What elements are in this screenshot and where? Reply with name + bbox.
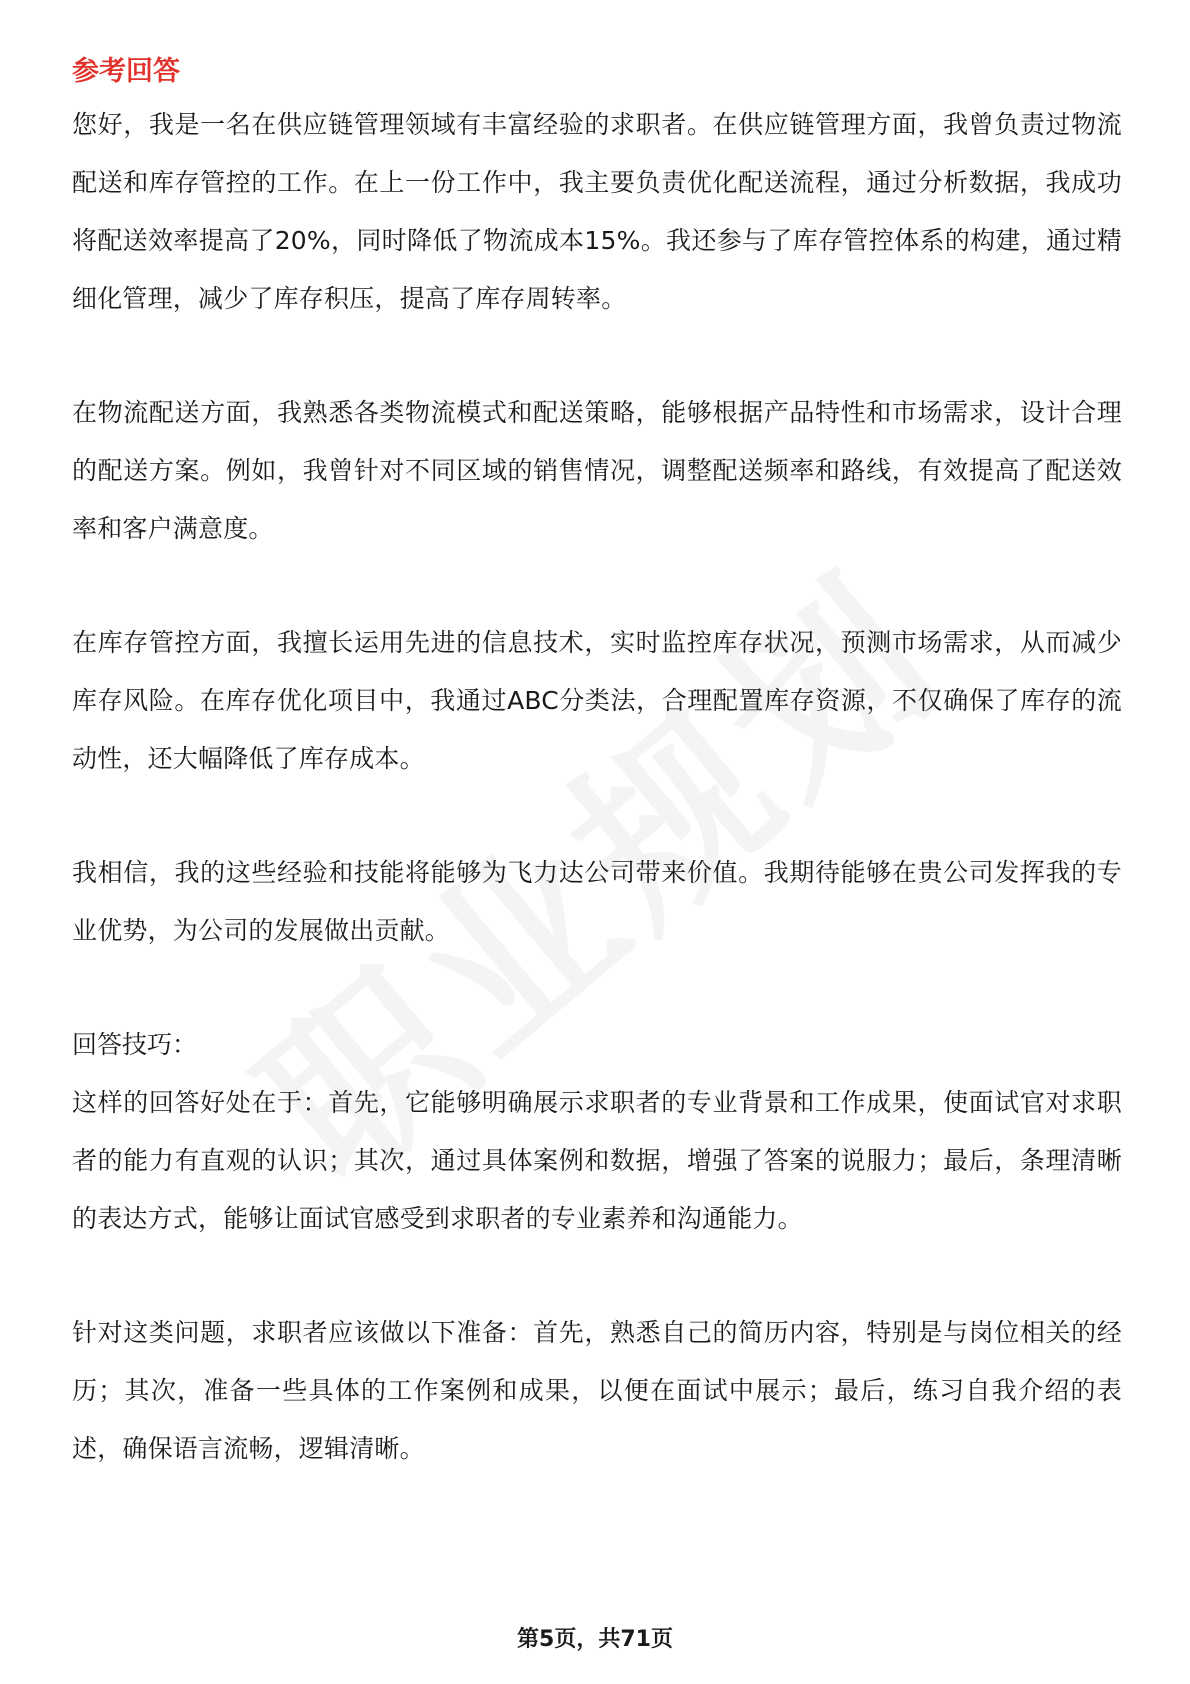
section-title: 参考回答	[72, 56, 180, 87]
answer-paragraph-2: 在物流配送方面，我熟悉各类物流模式和配送策略，能够根据产品特性和市场需求，设计合理的配送方案。例如，我曾针对不同区域的销售情况，调整配送频率和路线，有效提高了配送效率和客户满意度。	[72, 398, 1122, 543]
tips-label: 回答技巧：	[72, 1030, 198, 1059]
page-content	[72, 48, 1122, 1478]
page-number: 第5页，共71页	[517, 1627, 673, 1652]
tips-paragraph-1: 这样的回答好处在于：首先，它能够明确展示求职者的专业背景和工作成果，使面试官对求职者的能力有直观的认识；其次，通过具体案例和数据，增强了答案的说服力；最后，条理清晰的表达方式，能够让面试官感受到求职者的专业素养和沟通能力。	[72, 1088, 1122, 1233]
answer-paragraph-1: 您好，我是一名在供应链管理领域有丰富经验的求职者。在供应链管理方面，我曾负责过物流配送和库存管控的工作。在上一份工作中，我主要负责优化配送流程，通过分析数据，我成功将配送效率提高了20%，同时降低了物流成本15%。我还参与了库存管控体系的构建，通过精细化管理，减少了库存积压，提高了库存周转率。	[72, 110, 1122, 313]
answer-paragraph-4: 我相信，我的这些经验和技能将能够为飞力达公司带来价值。我期待能够在贵公司发挥我的专业优势，为公司的发展做出贡献。	[72, 858, 1122, 945]
tips-paragraph-2: 针对这类问题，求职者应该做以下准备：首先，熟悉自己的简历内容，特别是与岗位相关的经历；其次，准备一些具体的工作案例和成果，以便在面试中展示；最后，练习自我介绍的表述，确保语言流畅，逻辑清晰。	[72, 1318, 1122, 1463]
answer-paragraph-3: 在库存管控方面，我擅长运用先进的信息技术，实时监控库存状况，预测市场需求，从而减少库存风险。在库存优化项目中，我通过ABC分类法，合理配置库存资源，不仅确保了库存的流动性，还大幅降低了库存成本。	[72, 628, 1122, 773]
